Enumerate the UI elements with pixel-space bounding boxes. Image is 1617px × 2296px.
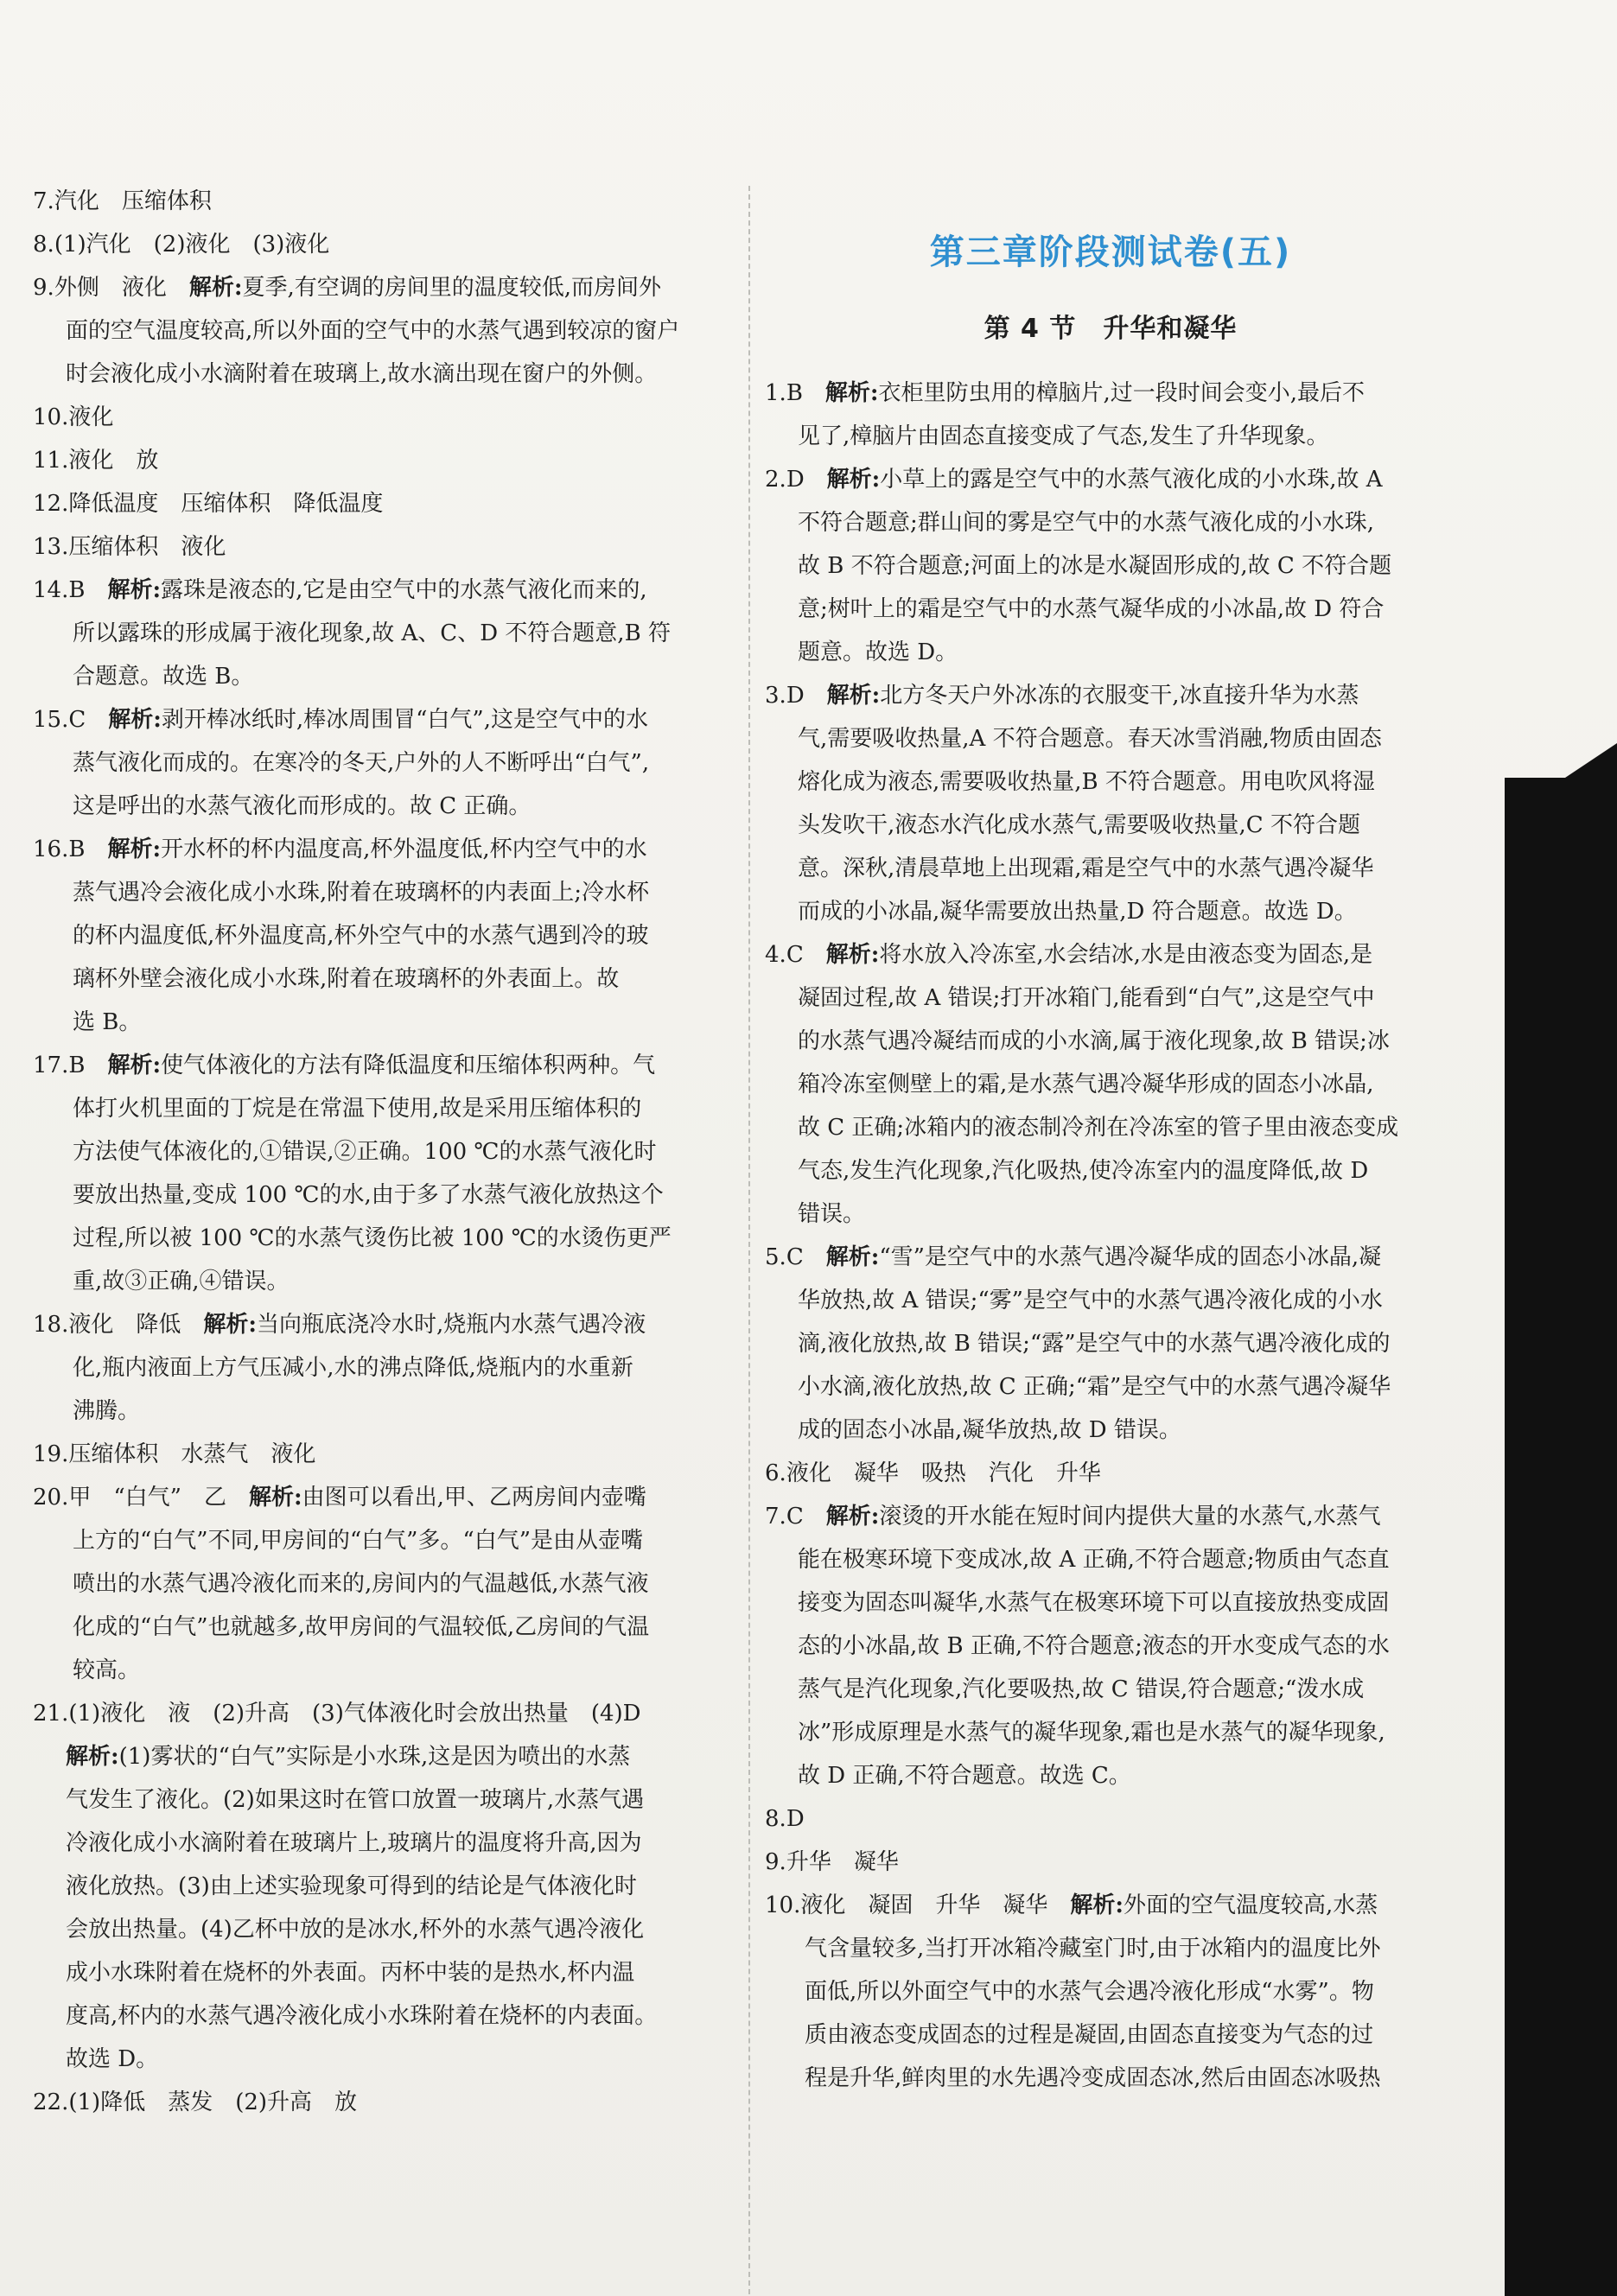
- analysis-text: 剥开棒冰纸时,棒冰周围冒“白气”,这是空气中的水: [161, 707, 648, 733]
- answer-item: [33, 266, 724, 396]
- answer-continuation-line: 成小水珠附着在烧杯的外表面。丙杯中装的是热水,杯内温: [66, 1960, 635, 1986]
- answer-continuation-line: 重,故③正确,④错误。: [73, 1269, 290, 1294]
- answer-first-line: [33, 1433, 724, 1476]
- left-column: [33, 180, 724, 2124]
- answer-continuation-line: 故选 D。: [66, 2046, 159, 2072]
- answer-number: 7.: [33, 188, 54, 214]
- answer-number: 18.: [33, 1312, 69, 1338]
- answer-text: 甲 “白气” 乙: [68, 1485, 249, 1511]
- analysis-text: 夏季,有空调的房间里的温度较低,而房间外: [242, 275, 661, 301]
- answer-continuation-line: 合题意。故选 B。: [73, 664, 254, 690]
- answer-continuation-line: 能在极寒环境下变成冰,故 A 正确,不符合题意;物质由气态直: [798, 1547, 1390, 1573]
- answer-number: 1.: [765, 380, 786, 406]
- answer-continuation-line: 不符合题意;群山间的雾是空气中的水蒸气液化成的小水珠,: [798, 510, 1375, 536]
- answer-continuation-line: 的水蒸气遇冷凝结而成的小水滴,属于液化现象,故 B 错误;冰: [798, 1028, 1390, 1054]
- answer-item: [33, 1433, 724, 1476]
- answer-number: 8.: [765, 1806, 786, 1832]
- answer-first-line: [33, 439, 724, 482]
- answer-first-line: [765, 1797, 1456, 1841]
- answer-number: 16.: [33, 836, 69, 862]
- answer-text: D: [786, 1806, 805, 1832]
- answer-item: [33, 1303, 724, 1433]
- answer-continuation-line: 头发吹干,液态水汽化成水蒸气,需要吸收热量,C 不符合题: [798, 812, 1360, 838]
- answer-continuation-line: 滴,液化放热,故 B 错误;“露”是空气中的水蒸气遇冷液化成的: [798, 1331, 1391, 1357]
- answer-item: [33, 2081, 724, 2124]
- answer-item: [33, 525, 724, 569]
- answer-number: 5.: [765, 1244, 786, 1270]
- answer-continuation-line: 体打火机里面的丁烷是在常温下使用,故是采用压缩体积的: [73, 1096, 642, 1122]
- answer-continuation-line: 选 B。: [73, 1009, 142, 1035]
- answer-continuation-line: 凝固过程,故 A 错误;打开冰箱门,能看到“白气”,这是空气中: [798, 985, 1375, 1011]
- answer-first-line: [33, 266, 724, 309]
- answer-continuation-line: 蒸气遇冷会液化成小水珠,附着在玻璃杯的内表面上;冷水杯: [73, 880, 650, 906]
- answer-first-line: [33, 396, 724, 439]
- answer-continuation-line: 这是呼出的水蒸气液化而形成的。故 C 正确。: [73, 793, 532, 819]
- answer-text: B: [68, 577, 108, 603]
- analysis-text: 当向瓶底浇冷水时,烧瓶内水蒸气遇冷液: [256, 1312, 646, 1338]
- answer-continuation-line: 过程,所以被 100 ℃的水蒸气烫伤比被 100 ℃的水烫伤更严: [73, 1225, 672, 1251]
- answer-continuation-line: 成的固态小冰晶,凝华放热,故 D 错误。: [798, 1417, 1181, 1443]
- answer-continuation-line: 华放热,故 A 错误;“雾”是空气中的水蒸气遇冷液化成的小水: [798, 1288, 1383, 1313]
- answer-continuation-line: 质由液态变成固态的过程是凝固,由固态直接变为气态的过: [805, 2022, 1374, 2048]
- answer-item: [765, 674, 1456, 933]
- column-divider: [748, 186, 750, 2294]
- answer-text: C: [786, 1244, 826, 1270]
- analysis-label: 解析:: [826, 683, 881, 709]
- answer-first-line: [765, 372, 1456, 415]
- answer-continuation-line: 接变为固态叫凝华,水蒸气在极寒环境下可以直接放热变成固: [798, 1590, 1390, 1616]
- answer-number: 12.: [33, 491, 69, 517]
- answer-text: C: [68, 707, 109, 733]
- answer-continuation-line: 故 D 正确,不符合题意。故选 C。: [798, 1763, 1131, 1789]
- answer-first-line: [33, 828, 724, 871]
- answer-number: 6.: [765, 1460, 786, 1486]
- analysis-label: 解析:: [248, 1485, 302, 1511]
- answer-text: 液化 凝固 升华 凝华: [800, 1892, 1071, 1918]
- answer-item: [33, 439, 724, 482]
- answer-continuation-line: 意;树叶上的霜是空气中的水蒸气凝华成的小冰晶,故 D 符合: [798, 596, 1385, 622]
- answer-continuation-line: 而成的小冰晶,凝华需要放出热量,D 符合题意。故选 D。: [798, 899, 1357, 925]
- analysis-label: 解析:: [107, 1053, 162, 1078]
- answer-first-line: [33, 698, 724, 741]
- answer-item: [33, 698, 724, 828]
- answer-continuation-line: 蒸气液化而成的。在寒冷的冬天,户外的人不断呼出“白气”,: [73, 750, 650, 776]
- answer-number: 19.: [33, 1441, 69, 1467]
- answer-continuation-line: 见了,樟脑片由固态直接变成了气态,发生了升华现象。: [798, 423, 1329, 449]
- answer-continuation-line: 的杯内温度低,杯外温度高,杯外空气中的水蒸气遇到冷的玻: [73, 923, 649, 949]
- analysis-label: 解析:: [108, 707, 162, 733]
- answer-number: 22.: [33, 2089, 69, 2115]
- answer-continuation-line: 意。深秋,清晨草地上出现霜,霜是空气中的水蒸气遇冷凝华: [798, 855, 1374, 881]
- analysis-text: 北方冬天户外冰冻的衣服变干,冰直接升华为水蒸: [880, 683, 1359, 709]
- answer-continuation-line: 气发生了液化。(2)如果这时在管口放置一玻璃片,水蒸气遇: [66, 1787, 645, 1813]
- answer-continuation-line: 小水滴,液化放热,故 C 正确;“霜”是空气中的水蒸气遇冷凝华: [798, 1374, 1391, 1400]
- answer-continuation-line: 化,瓶内液面上方气压减小,水的沸点降低,烧瓶内的水重新: [73, 1355, 633, 1381]
- answer-number: 8.: [33, 232, 54, 258]
- answer-item: [33, 1044, 724, 1303]
- section-title: 第 4 节 升华和凝华: [984, 314, 1238, 344]
- answer-item: [765, 1452, 1456, 1495]
- answer-first-line: [33, 482, 724, 525]
- analysis-text: 衣柜里防虫用的樟脑片,过一段时间会变小,最后不: [878, 380, 1366, 406]
- answer-number: 9.: [765, 1849, 786, 1875]
- answer-continuation-line: 度高,杯内的水蒸气遇冷液化成小水珠附着在烧杯的内表面。: [66, 2003, 658, 2029]
- answer-text: C: [786, 942, 826, 968]
- answer-text: 液化 凝华 吸热 汽化 升华: [786, 1460, 1101, 1486]
- answer-continuation-line: 冷液化成小水滴附着在玻璃片上,玻璃片的温度将升高,因为: [66, 1830, 642, 1856]
- answer-text: B: [68, 836, 108, 862]
- analysis-text: 将水放入冷冻室,水会结冰,水是由液态变为固态,是: [879, 942, 1373, 968]
- scan-edge: [1505, 778, 1617, 2296]
- answer-continuation-line: 程是升华,鲜肉里的水先遇冷变成固态冰,然后由固态冰吸热: [805, 2065, 1381, 2091]
- answer-continuation-line: 上方的“白气”不同,甲房间的“白气”多。“白气”是由从壶嘴: [73, 1528, 644, 1554]
- answer-text: (1)液化 液 (2)升高 (3)气体液化时会放出热量 (4)D: [68, 1701, 641, 1727]
- answer-item: [765, 1797, 1456, 1841]
- answer-first-line: [33, 1476, 724, 1519]
- answer-first-line: [765, 458, 1456, 501]
- answer-item: [765, 1236, 1456, 1452]
- answer-text: (1)汽化 (2)液化 (3)液化: [54, 232, 330, 258]
- answer-first-line: [33, 525, 724, 569]
- analysis-text: 小草上的露是空气中的水蒸气液化成的小水珠,故 A: [880, 467, 1383, 493]
- answer-text: 压缩体积 液化: [68, 534, 226, 560]
- analysis-label: 解析:: [1070, 1892, 1124, 1918]
- answer-continuation-line: 所以露珠的形成属于液化现象,故 A、C、D 不符合题意,B 符: [73, 620, 671, 646]
- answer-item: [765, 458, 1456, 674]
- answer-continuation-line: 错误。: [798, 1201, 866, 1227]
- answer-continuation-line: 时会液化成小水滴附着在玻璃上,故水滴出现在窗户的外侧。: [66, 361, 658, 387]
- answer-item: [765, 1884, 1456, 2100]
- answer-first-line: [33, 569, 724, 612]
- answer-number: 9.: [33, 275, 54, 301]
- answer-first-line: [33, 1044, 724, 1087]
- answer-continuation-line: 面的空气温度较高,所以外面的空气中的水蒸气遇到较凉的窗户: [66, 318, 680, 344]
- answer-continuation-line: 气态,发生汽化现象,汽化吸热,使冷冻室内的温度降低,故 D: [798, 1158, 1369, 1184]
- answer-text: 升华 凝华: [786, 1849, 899, 1875]
- answer-text: B: [786, 380, 825, 406]
- analysis-label: 解析:: [66, 1744, 119, 1770]
- answer-continuation-line: 会放出热量。(4)乙杯中放的是冰水,杯外的水蒸气遇冷液化: [66, 1917, 645, 1943]
- analysis-label: 解析:: [107, 836, 162, 862]
- answer-item: [33, 569, 724, 698]
- analysis-label: 解析:: [203, 1312, 257, 1338]
- answer-first-line: [765, 1452, 1456, 1495]
- answer-number: 10.: [33, 404, 69, 430]
- answer-item: [33, 828, 724, 1044]
- answer-continuation-line: 面低,所以外面空气中的水蒸气会遇冷液化形成“水雾”。物: [805, 1979, 1374, 2005]
- answer-number: 4.: [765, 942, 786, 968]
- analysis-label: 解析:: [824, 380, 879, 406]
- answer-first-line: [33, 1692, 724, 1735]
- analysis-text: 由图可以看出,甲、乙两房间内壶嘴: [302, 1485, 646, 1511]
- answer-continuation-line: 熔化成为液态,需要吸收热量,B 不符合题意。用电吹风将湿: [798, 769, 1375, 795]
- answer-first-line: [33, 1735, 724, 1778]
- answer-item: [765, 1495, 1456, 1797]
- analysis-label: 解析:: [107, 577, 162, 603]
- answer-continuation-line: 态的小冰晶,故 B 正确,不符合题意;液态的开水变成气态的水: [798, 1633, 1390, 1659]
- answer-continuation-line: 气含量较多,当打开冰箱冷藏室门时,由于冰箱内的温度比外: [805, 1936, 1381, 1962]
- answer-first-line: [765, 674, 1456, 717]
- answer-continuation-line: 液化放热。(3)由上述实验现象可得到的结论是气体液化时: [66, 1873, 637, 1899]
- answer-first-line: [765, 1884, 1456, 1927]
- answer-continuation-line: 沸腾。: [73, 1398, 141, 1424]
- answer-continuation-line: 要放出热量,变成 100 ℃的水,由于多了水蒸气液化放热这个: [73, 1182, 664, 1208]
- answer-continuation-line: 故 C 正确;冰箱内的液态制冷剂在冷冻室的管子里由液态变成: [798, 1115, 1399, 1141]
- answer-item: [765, 372, 1456, 458]
- answer-text: 降低温度 压缩体积 降低温度: [68, 491, 384, 517]
- analysis-text: 外面的空气温度较高,水蒸: [1123, 1892, 1378, 1918]
- answer-text: (1)降低 蒸发 (2)升高 放: [68, 2089, 358, 2115]
- answer-first-line: [765, 1495, 1456, 1538]
- answer-text: 汽化 压缩体积: [54, 188, 212, 214]
- answer-text: C: [786, 1504, 826, 1530]
- answer-first-line: [765, 1236, 1456, 1279]
- analysis-label: 解析:: [825, 1504, 880, 1530]
- answer-first-line: [33, 223, 724, 266]
- answer-item: [33, 1692, 724, 1735]
- answer-continuation-line: 箱冷冻室侧壁上的霜,是水蒸气遇冷凝华形成的固态小冰晶,: [798, 1072, 1374, 1097]
- answer-text: 液化 降低: [68, 1312, 204, 1338]
- analysis-text: 滚烫的开水能在短时间内提供大量的水蒸气,水蒸气: [879, 1504, 1381, 1530]
- answer-text: D: [786, 683, 827, 709]
- analysis-text: 露珠是液态的,它是由空气中的水蒸气液化而来的,: [161, 577, 647, 603]
- answer-number: 3.: [765, 683, 786, 709]
- analysis-label: 解析:: [826, 467, 881, 493]
- answer-continuation-line: 较高。: [73, 1657, 141, 1683]
- analysis-label: 解析:: [188, 275, 243, 301]
- answer-item: [33, 223, 724, 266]
- answer-first-line: [765, 1841, 1456, 1884]
- analysis-text: 开水杯的杯内温度高,杯外温度低,杯内空气中的水: [161, 836, 647, 862]
- answer-number: 10.: [765, 1892, 801, 1918]
- answer-continuation-line: 蒸气是汽化现象,汽化要吸热,故 C 错误,符合题意;“泼水成: [798, 1676, 1365, 1702]
- chapter-title: 第三章阶段测试卷(五): [929, 232, 1292, 272]
- answer-continuation-line: 气,需要吸收热量,A 不符合题意。春天冰雪消融,物质由固态: [798, 726, 1382, 752]
- answer-number: 13.: [33, 534, 69, 560]
- answer-number: 15.: [33, 707, 69, 733]
- analysis-text: (1)雾状的“白气”实际是小水珠,这是因为喷出的水蒸: [118, 1744, 631, 1770]
- answer-item: [33, 482, 724, 525]
- answer-continuation-line: 喷出的水蒸气遇冷液化而来的,房间内的气温越低,水蒸气液: [73, 1571, 649, 1597]
- analysis-text: 使气体液化的方法有降低温度和压缩体积两种。气: [161, 1053, 656, 1078]
- analysis-label: 解析:: [825, 942, 880, 968]
- answer-number: 21.: [33, 1701, 69, 1727]
- answer-number: 2.: [765, 467, 786, 493]
- answer-item: [33, 396, 724, 439]
- answer-number: 14.: [33, 577, 69, 603]
- answer-number: 20.: [33, 1485, 69, 1511]
- answer-item: [33, 1476, 724, 1692]
- answer-text: 压缩体积 水蒸气 液化: [68, 1441, 316, 1467]
- answer-item: [765, 1841, 1456, 1884]
- answer-first-line: [765, 933, 1456, 976]
- answer-number: 7.: [765, 1504, 786, 1530]
- answer-text: 外侧 液化: [54, 275, 189, 301]
- answer-continuation-line: 璃杯外壁会液化成小水珠,附着在玻璃杯的外表面上。故: [73, 966, 620, 992]
- answer-number: 17.: [33, 1053, 69, 1078]
- answer-continuation-line: 故 B 不符合题意;河面上的冰是水凝固形成的,故 C 不符合题: [798, 553, 1392, 579]
- answer-item: [33, 1735, 724, 2081]
- answer-item: [765, 933, 1456, 1236]
- answer-continuation-line: 方法使气体液化的,①错误,②正确。100 ℃的水蒸气液化时: [73, 1139, 657, 1165]
- answer-text: 液化: [68, 404, 114, 430]
- analysis-label: 解析:: [825, 1244, 880, 1270]
- answer-first-line: [33, 2081, 724, 2124]
- right-column: [765, 372, 1456, 2100]
- analysis-text: “雪”是空气中的水蒸气遇冷凝华成的固态小冰晶,凝: [879, 1244, 1382, 1270]
- answer-first-line: [33, 1303, 724, 1346]
- answer-text: B: [68, 1053, 108, 1078]
- answer-continuation-line: 冰”形成原理是水蒸气的凝华现象,霜也是水蒸气的凝华现象,: [798, 1720, 1385, 1746]
- answer-text: D: [786, 467, 827, 493]
- answer-first-line: [33, 180, 724, 223]
- answer-text: 液化 放: [68, 448, 159, 474]
- answer-continuation-line: 题意。故选 D。: [798, 639, 958, 665]
- answer-number: 11.: [33, 448, 69, 474]
- answer-item: [33, 180, 724, 223]
- answer-continuation-line: 化成的“白气”也就越多,故甲房间的气温较低,乙房间的气温: [73, 1614, 650, 1640]
